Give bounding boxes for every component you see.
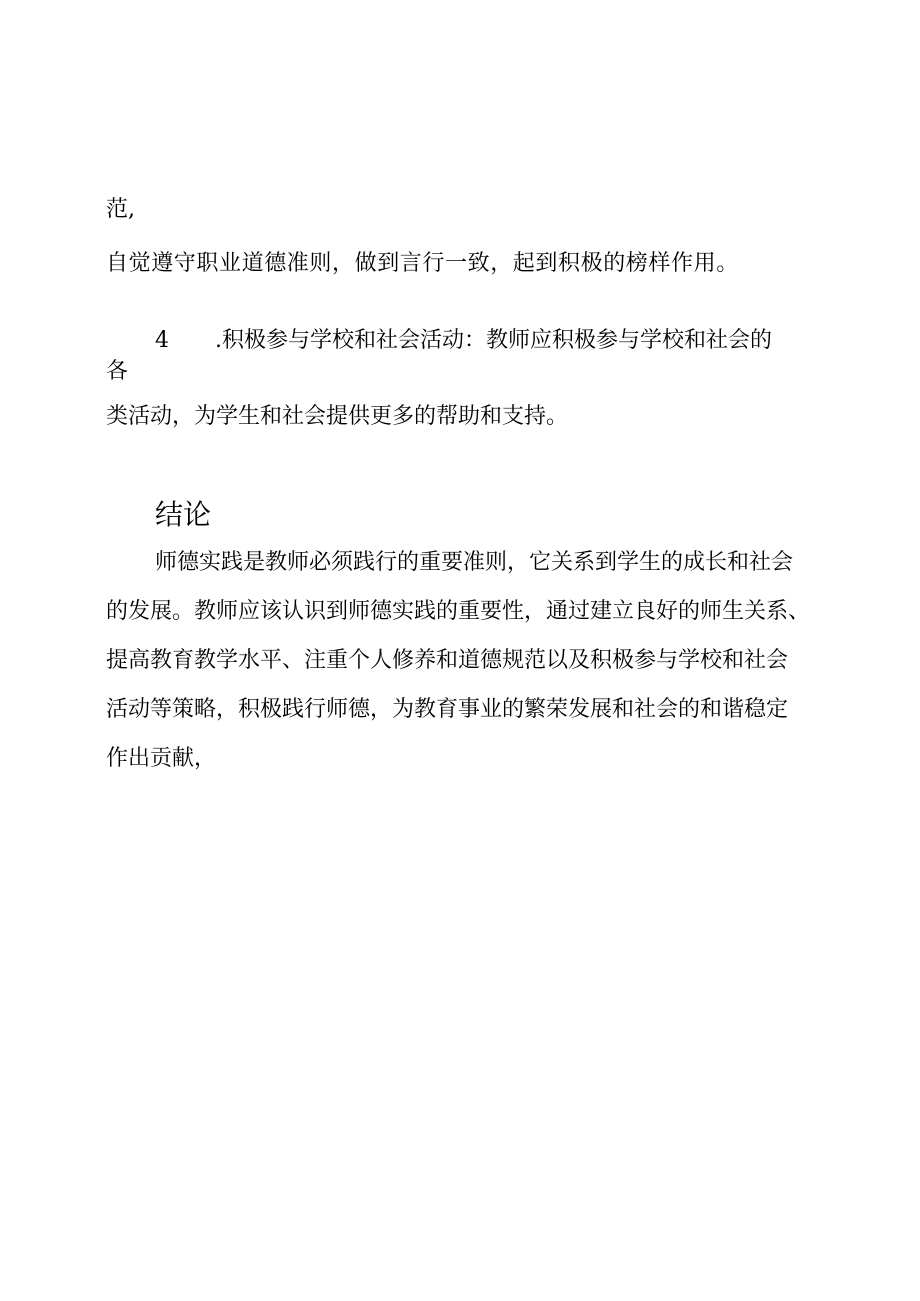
- paragraph-line: 自觉遵守职业道德准则，做到言行一致，起到积极的榜样作用。: [106, 251, 739, 276]
- paragraph-line: 提高教育教学水平、注重个人修养和道德规范以及积极参与学校和社会: [106, 648, 789, 673]
- paragraph-line: 类活动，为学生和社会提供更多的帮助和支持。: [106, 404, 569, 429]
- paragraph-line: 范,: [106, 197, 135, 222]
- list-item-text: .积极参与学校和社会活动：教师应积极参与学校和社会的: [215, 328, 772, 353]
- paragraph-line: 师德实践是教师必须践行的重要准则，它关系到学生的成长和社会: [155, 550, 794, 575]
- list-item-4: [155, 327, 772, 355]
- list-item-wrap: 各: [106, 359, 129, 384]
- paragraph-line: 作出贡献，: [106, 746, 217, 771]
- paragraph-line: 活动等策略，积极践行师德，为教育事业的繁荣发展和社会的和谐稳定: [106, 697, 789, 722]
- section-heading: 结论: [155, 498, 212, 531]
- list-item-number: 4: [155, 328, 169, 353]
- paragraph-line: 的发展。教师应该认识到师德实践的重要性，通过建立良好的师生关系、: [106, 599, 811, 624]
